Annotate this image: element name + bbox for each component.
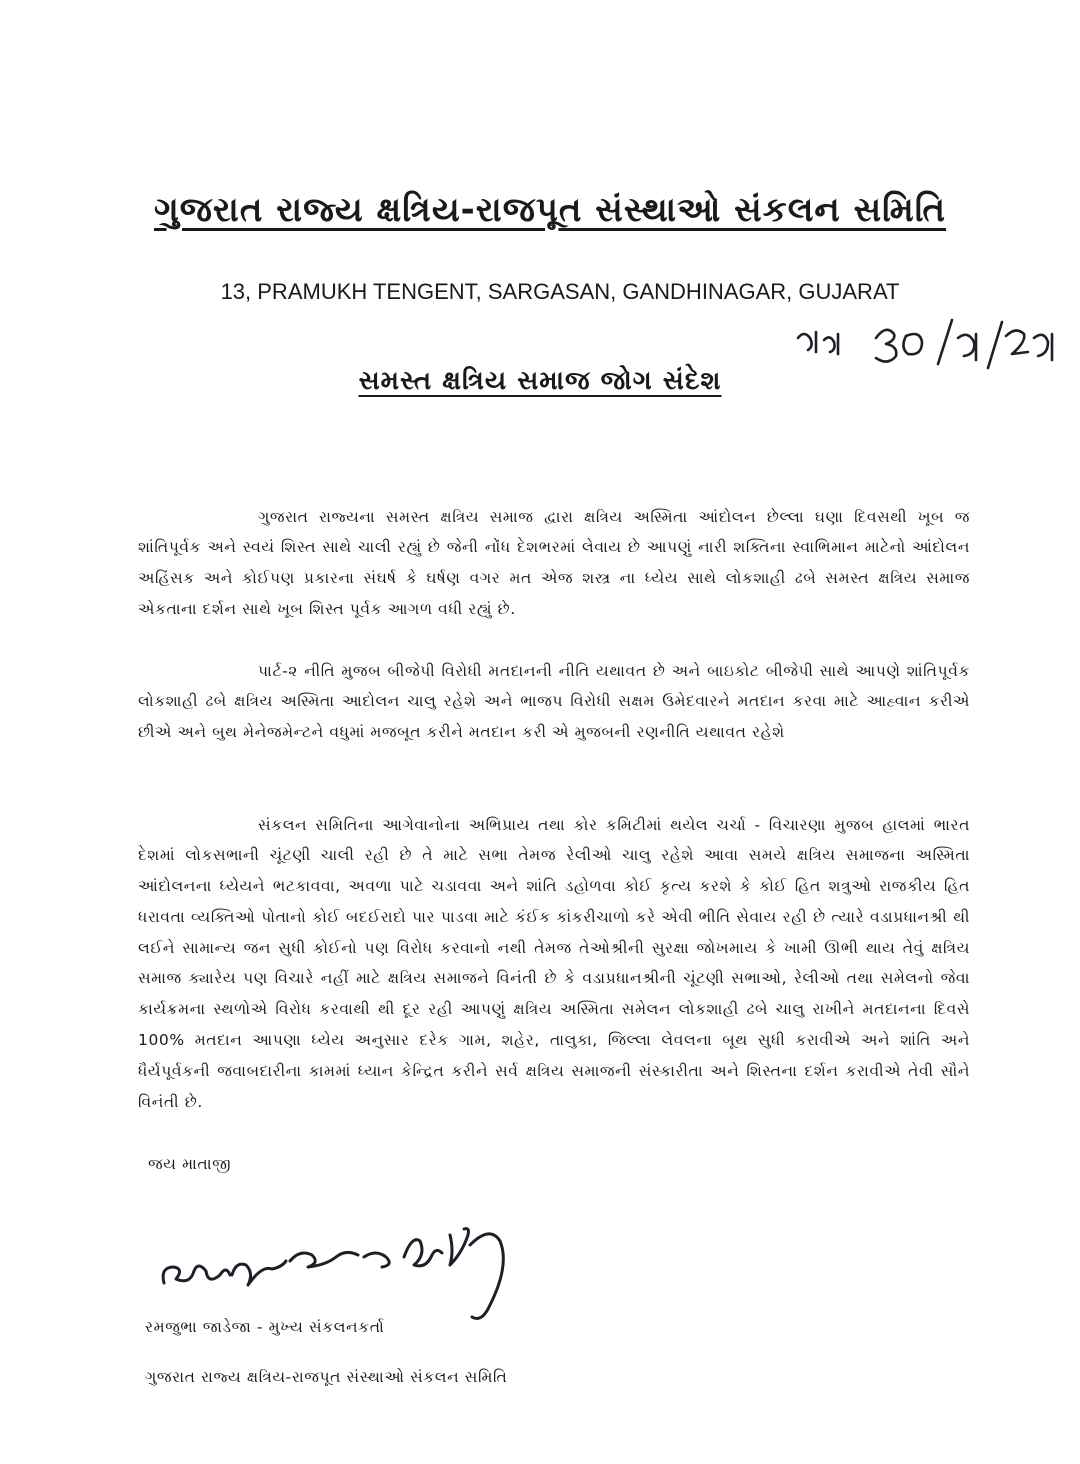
body-paragraph-3: સંકલન સમિતિના આગેવાનોના અભિપ્રાય તથા કોર કમિટીમાં થયેલ ચર્ચા - વિચારણા મુજબ હાલમાં ભારત દેશમાં લોકસભાની ચૂંટણી ચાલી રહી છે તે માટે સભા તેમજ રેલીઓ ચાલુ રહેશે આવા સમયે ક્ષત્રિય સમાજના અસ્મિતા આંદોલનના ધ્યેયને ભટકાવવા, અવળા પાટે ચડાવવા અને શાંતિ ડહોળવા કોઈ કૃત્ય કરશે કે કોઈ હિત શત્રુઓ રાજકીય હિત ધરાવતા વ્યક્તિઓ પોતાનો કોઈ બદઈરાદો પાર પાડવા માટે કંઈક કાંકરીચાળો કરે એવી ભીતિ સેવાય રહી છે ત્યારે વડાપ્રધાનશ્રી થી લઈને સામાન્ય જન સુધી કોઈનો પણ વિરોધ કરવાનો નથી તેમજ તેઓશ્રીની સુરક્ષા જોખમાય કે ખામી ઊભી થાય તેવું ક્ષત્રિય સમાજ ક્યારેય પણ વિચારે નહીં માટે ક્ષત્રિય સમાજને વિનંતી છે કે વડાપ્રધાનશ્રીની ચૂંટણી સભાઓ, રેલીઓ તથા સમેલનો જેવા કાર્યક્રમના સ્થળોએ વિરોધ કરવાથી થી દૂર રહી આપણું ક્ષત્રિય અસ્મિતા સમેલન લોકશાહી ઢબે ચાલુ રાખીને મતદાનના દિવસે 100% મતદાન આપણા ધ્યેય અનુસાર દરેક ગામ, શહેર, તાલુકા, જિલ્લા લેવલના બૂથ સુધી કરાવીએ અને શાંતિ અને ધૈર્યપૂર્વકની જવાબદારીના કામમાં ધ્યાન કેન્દ્રિત કરીને સર્વ ક્ષત્રિય સમાજની સંસ્કારીતા અને શિસ્તના દર્શન કરાવીએ તેવી સૌને વિનંતી છે. xyxy=(138,815,970,1111)
closing-salutation: જય માતાજી xyxy=(148,1155,232,1173)
body-paragraph-1: ગુજરાત રાજ્યના સમસ્ત ક્ષત્રિય સમાજ દ્વારા ક્ષત્રિય અસ્મિતા આંદોલન છેલ્લા ઘણા દિવસથી ખૂબ જ શાંતિપૂર્વક અને સ્વયં શિસ્ત સાથે ચાલી રહ્યું છે જેની નોંધ દેશભરમાં લેવાય છે આપણું નારી શક્તિના સ્વાભિમાન માટેનો આંદોલન અહિંસક અને કોઈપણ પ્રકારના સંઘર્ષ કે ઘર્ષણ વગર મત એજ શસ્ત્ર ના ધ્યેય સાથે લોકશાહી ઢબે સમસ્ત ક્ષત્રિય સમાજ એકતાના દર્શન સાથે ખૂબ શિસ્ત પૂર્વક આગળ વધી રહ્યું છે. xyxy=(138,507,970,618)
letterhead-address: 13, PRAMUKH TENGENT, SARGASAN, GANDHINAGAR, GUJARAT xyxy=(220,279,900,304)
handwritten-signature xyxy=(150,1205,530,1330)
signatory-organization: ગુજરાત રાજ્ય ક્ષત્રિય-રાજપૂત સંસ્થાઓ સંકલન સમિતિ xyxy=(145,1368,508,1386)
body-paragraph-2: પાર્ટ-૨ નીતિ મુજબ બીજેપી વિરોધી મતદાનની નીતિ યથાવત છે અને બાઇકોટ બીજેપી સાથે આપણે શાંતિપૂર્વક લોકશાહી ઢબે ક્ષત્રિય અસ્મિતા આદોલન ચાલુ રહેશે અને ભાજપ વિરોધી સક્ષમ ઉમેદવારને મતદાન કરવા માટે આહ્વાન કરીએ છીએ અને બુથ મેનેજમેન્ટને વધુમાં મજબૂત કરીને મતદાન કરી એ મુજબની રણનીતિ યથાવત રહેશે xyxy=(138,661,970,742)
subject-heading: સમસ્ત ક્ષત્રિય સમાજ જોગ સંદેશ xyxy=(358,366,722,396)
letterhead-title: ગુજરાત રાજ્ય ક્ષત્રિય-રાજપૂત સંસ્થાઓ સંકલન સમિતિ xyxy=(153,190,947,230)
signatory-name: રમજુભા જાડેજા - મુખ્ય સંકલનકર્તા xyxy=(145,1318,385,1336)
